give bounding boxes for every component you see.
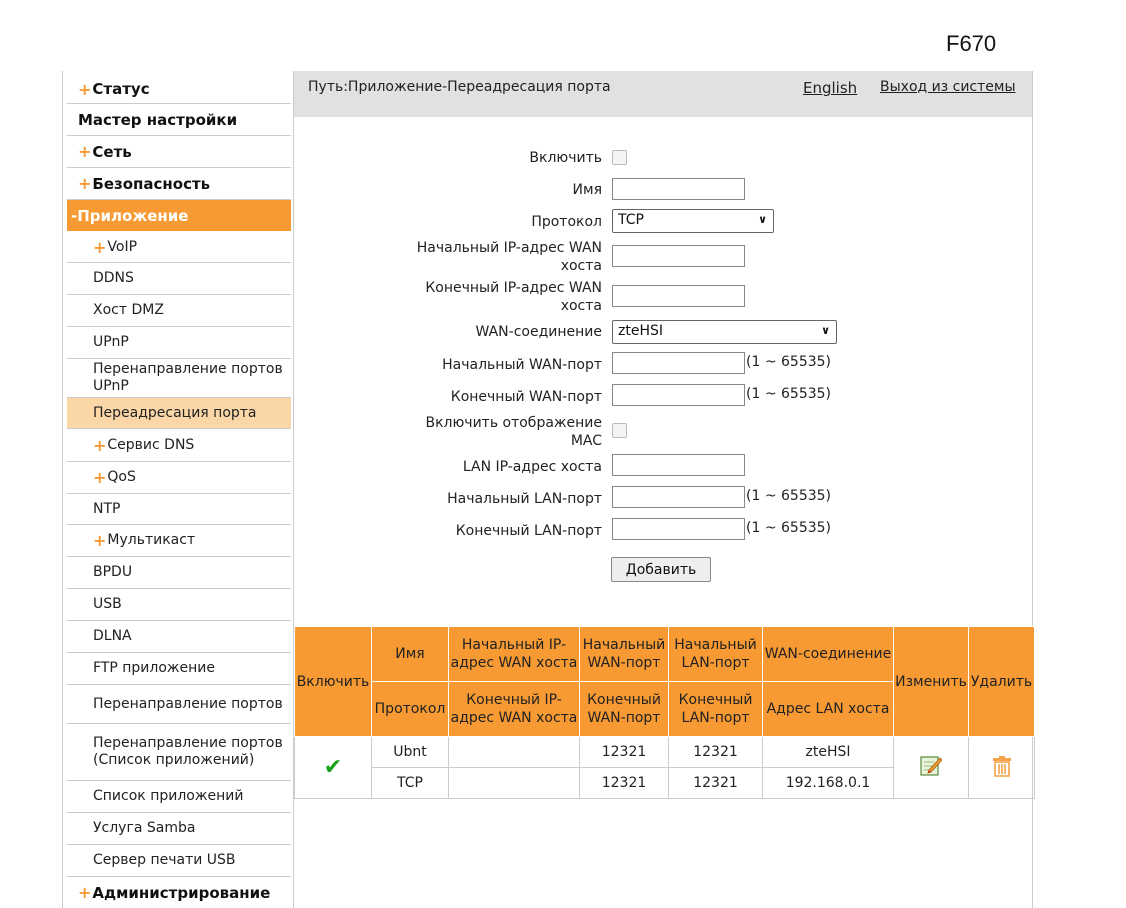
sidebar-item-label: Хост DMZ: [93, 302, 164, 318]
sidebar-item-port-redirect[interactable]: [67, 685, 291, 724]
table-row: [295, 737, 1035, 768]
mac-mapping-label: Включить отображение MAC: [425, 415, 602, 449]
cell-wan-port-start: 12321: [580, 737, 669, 768]
sidebar-item-bpdu[interactable]: [67, 557, 291, 589]
cell-wan-ip-end: [449, 768, 580, 799]
wan-ip-start-label: Начальный IP-адрес WAN хоста: [416, 240, 602, 274]
sidebar-item-upnp-forward[interactable]: [67, 359, 291, 398]
wan-conn-select[interactable]: [612, 320, 837, 344]
lan-port-end-input[interactable]: [612, 518, 745, 540]
sidebar-item-ddns[interactable]: [67, 263, 291, 295]
col-wan-port-start: Начальный WAN-порт: [580, 627, 669, 682]
cell-name: Ubnt: [372, 737, 449, 768]
chevron-down-icon: ∨: [821, 324, 830, 337]
chevron-down-icon: ∨: [758, 213, 767, 226]
sidebar-item-label: Услуга Samba: [93, 820, 196, 836]
sidebar-item-dmz[interactable]: [67, 295, 291, 327]
sidebar-item-multicast[interactable]: [67, 525, 291, 557]
breadcrumb: Путь:Приложение-Переадресация порта: [308, 79, 611, 95]
cell-lan-port-end: 12321: [669, 768, 763, 799]
sidebar-item-label: Сеть: [92, 142, 132, 161]
name-input[interactable]: [612, 178, 745, 200]
sidebar-item-status[interactable]: [67, 75, 291, 104]
sidebar-item-usb[interactable]: [67, 589, 291, 621]
sidebar-item-port-forward[interactable]: [67, 398, 291, 429]
wan-ip-end-input[interactable]: [612, 285, 745, 307]
sidebar-item-label: NTP: [93, 500, 121, 517]
cell-wan-ip-start: [449, 737, 580, 768]
sidebar-item-label: Администрирование: [92, 883, 271, 902]
sidebar-item-application[interactable]: [67, 200, 291, 231]
cell-lan-port-start: 12321: [669, 737, 763, 768]
col-delete: Удалить: [969, 627, 1035, 737]
cell-protocol: TCP: [372, 768, 449, 799]
col-lan-port-end: Конечный LAN-порт: [669, 682, 763, 737]
sidebar-item-label: Перенаправление портов (Список приложений): [93, 735, 283, 768]
plus-icon: +: [78, 142, 92, 161]
col-name: Имя: [372, 627, 449, 682]
sidebar-item-label: Список приложений: [93, 788, 244, 804]
wan-port-end-range: (1 ~ 65535): [746, 386, 831, 402]
sidebar-item-upnp[interactable]: [67, 327, 291, 359]
lan-port-end-label: Конечный LAN-порт: [455, 523, 602, 539]
plus-icon: +: [93, 468, 107, 487]
protocol-select[interactable]: [612, 209, 774, 233]
logout-link[interactable]: Выход из системы: [880, 79, 1016, 95]
sidebar-item-qos[interactable]: [67, 462, 291, 494]
sidebar-item-label: QoS: [107, 469, 136, 485]
sidebar-item-app-list[interactable]: [67, 781, 291, 813]
mac-mapping-checkbox[interactable]: [612, 423, 627, 438]
sidebar-item-network[interactable]: [67, 136, 291, 168]
col-wan-ip-end: Конечный IP-адрес WAN хоста: [449, 682, 580, 737]
plus-icon: +: [93, 436, 107, 455]
col-wan-conn: WAN-соединение: [763, 627, 894, 682]
lan-ip-label: LAN IP-адрес хоста: [462, 459, 602, 475]
edit-icon[interactable]: [920, 755, 942, 777]
cell-lan-host: 192.168.0.1: [763, 768, 894, 799]
col-enable: Включить: [295, 627, 372, 737]
delete-cell: [969, 737, 1035, 799]
sidebar-item-label: Сервер печати USB: [93, 852, 236, 868]
sidebar-item-label: Переадресация порта: [93, 404, 257, 421]
sidebar-item-label: USB: [93, 596, 122, 612]
sidebar-item-security[interactable]: [67, 168, 291, 200]
cell-wan-port-end: 12321: [580, 768, 669, 799]
wan-conn-value: zteHSI: [618, 323, 663, 339]
plus-icon: +: [78, 174, 92, 193]
enable-label: Включить: [529, 150, 602, 166]
plus-icon: +: [93, 531, 107, 550]
protocol-value: TCP: [618, 212, 644, 228]
wan-conn-label: WAN-соединение: [475, 324, 602, 340]
col-wan-port-end: Конечный WAN-порт: [580, 682, 669, 737]
wan-ip-start-input[interactable]: [612, 245, 745, 267]
sidebar-item-label: Перенаправление портов UPnP: [93, 361, 283, 394]
sidebar-item-label: UPnP: [93, 334, 129, 350]
sidebar-item-label: BPDU: [93, 564, 133, 580]
port-forward-table: [294, 626, 1035, 799]
lan-port-end-range: (1 ~ 65535): [746, 520, 831, 536]
sidebar-item-label: FTP приложение: [93, 660, 215, 676]
sidebar-item-port-redirect-list[interactable]: [67, 724, 291, 781]
sidebar-item-label: DLNA: [93, 628, 132, 644]
sidebar-item-dns-service[interactable]: [67, 430, 291, 462]
col-edit: Изменить: [894, 627, 969, 737]
sidebar-item-label: DDNS: [93, 270, 134, 286]
language-link[interactable]: English: [803, 79, 858, 97]
add-button[interactable]: Добавить: [611, 557, 711, 582]
cell-wan-conn: zteHSI: [763, 737, 894, 768]
sidebar-item-label: Мультикаст: [107, 532, 196, 548]
wan-port-start-label: Начальный WAN-порт: [442, 357, 602, 373]
col-protocol: Протокол: [372, 682, 449, 737]
lan-port-start-label: Начальный LAN-порт: [447, 491, 602, 507]
plus-icon: +: [78, 883, 92, 902]
sidebar-nav: [62, 71, 293, 908]
enable-checkbox[interactable]: [612, 150, 627, 165]
sidebar-item-label: Мастер настройки: [78, 110, 238, 129]
edit-cell: [894, 737, 969, 799]
sidebar-item-label: -Приложение: [71, 206, 189, 225]
sidebar-item-ntp[interactable]: [67, 494, 291, 525]
row-enabled-cell: [295, 737, 372, 799]
trash-icon[interactable]: [991, 755, 1013, 777]
sidebar-item-usb-print[interactable]: [67, 845, 291, 877]
plus-icon: +: [93, 237, 107, 257]
lan-port-start-input[interactable]: [612, 486, 745, 508]
col-lan-host: Адрес LAN хоста: [763, 682, 894, 737]
wan-port-end-label: Конечный WAN-порт: [450, 389, 602, 405]
sidebar-item-ftp[interactable]: [67, 653, 291, 685]
col-wan-ip-start: Начальный IP-адрес WAN хоста: [449, 627, 580, 682]
check-icon: ✔: [323, 755, 343, 780]
sidebar-item-label: Перенаправление портов: [93, 695, 283, 712]
lan-port-start-range: (1 ~ 65535): [746, 488, 831, 504]
name-label: Имя: [572, 182, 602, 198]
path-bar: [294, 71, 1032, 117]
sidebar-item-samba[interactable]: [67, 813, 291, 845]
sidebar-item-voip[interactable]: [67, 232, 291, 263]
sidebar-item-label: Безопасность: [92, 174, 211, 193]
sidebar-item-label: Статус: [92, 80, 150, 98]
sidebar-item-wizard[interactable]: [67, 104, 291, 136]
wan-port-end-input[interactable]: [612, 384, 745, 406]
sidebar-item-dlna[interactable]: [67, 621, 291, 653]
lan-ip-input[interactable]: [612, 454, 745, 476]
sidebar-item-label: Сервис DNS: [107, 437, 195, 453]
wan-port-start-input[interactable]: [612, 352, 745, 374]
model-label: F670: [946, 31, 997, 56]
main-panel: [293, 71, 1033, 908]
wan-ip-end-label: Конечный IP-адрес WAN хоста: [425, 280, 602, 314]
sidebar-item-admin[interactable]: [67, 877, 291, 908]
col-lan-port-start: Начальный LAN-порт: [669, 627, 763, 682]
protocol-label: Протокол: [531, 214, 602, 230]
plus-icon: +: [78, 79, 92, 99]
sidebar-item-label: VoIP: [107, 238, 138, 255]
wan-port-start-range: (1 ~ 65535): [746, 354, 831, 370]
